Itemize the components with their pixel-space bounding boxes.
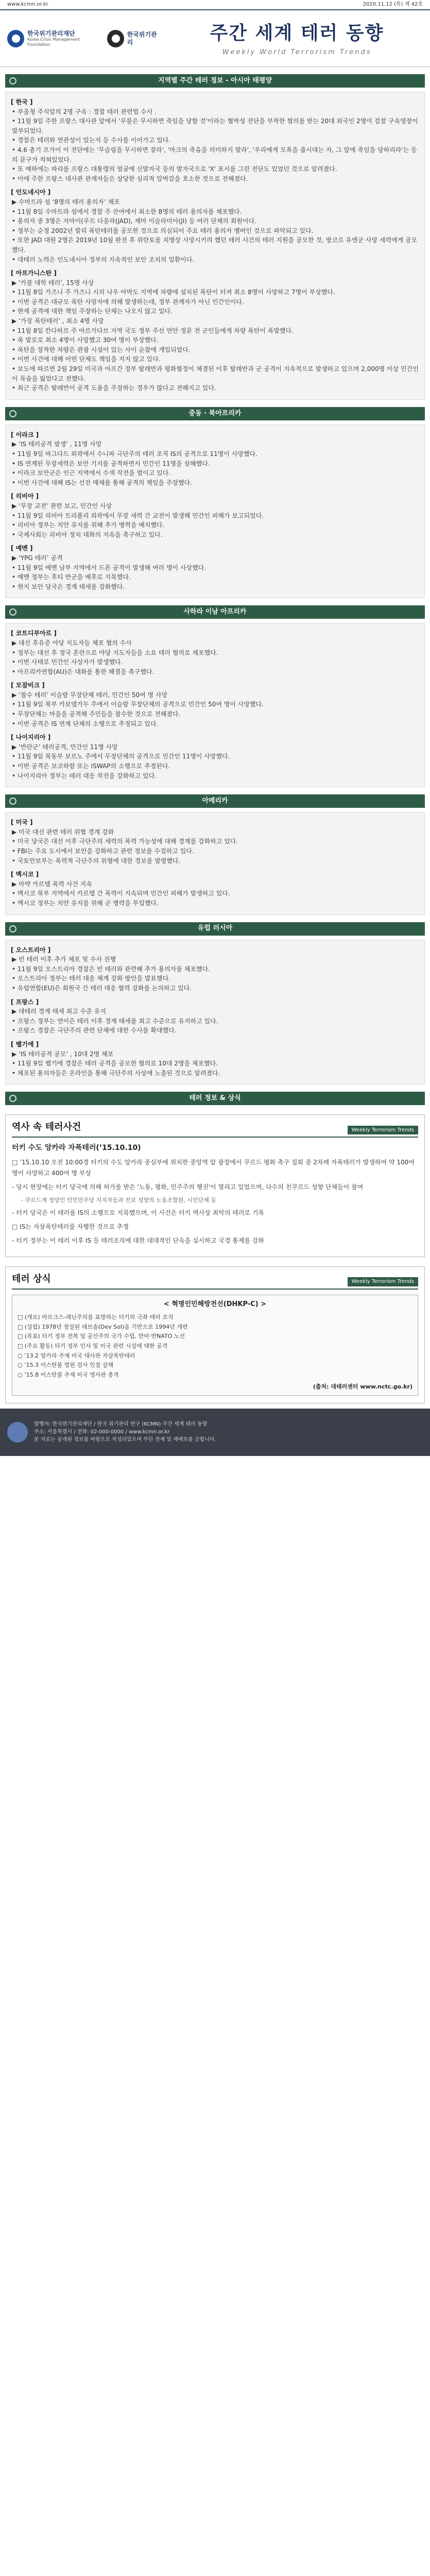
- logo-group: [7, 30, 162, 47]
- history-note: - 쿠르드계 정당인 인민민주당 지지자들과 진보 성향의 노동조합원, 시민단체 등: [21, 1196, 216, 1204]
- region-label: [ 인도네시아 ]: [11, 189, 51, 196]
- section-body: [5, 425, 425, 599]
- news-item: • 11월 9일 벨기에 경찰은 테러 공격을 공모한 혐의로 10대 2명을 체포했다.: [12, 1060, 218, 1067]
- news-headline: ▶ 대테러 경계 태세 최고 수준 유지: [12, 1008, 106, 1015]
- news-item: • 오스트리아 정부는 테러 대응 체계 강화 방안을 발표했다.: [12, 975, 171, 982]
- term-line: □ (주요 활동) 터키 정부 인사 및 미국 관련 시설에 대한 공격: [18, 1343, 168, 1349]
- region-label: [ 멕시코 ]: [11, 871, 39, 878]
- news-item: • 이번 공격은 IS 연계 단체의 소행으로 추정되고 있다.: [12, 720, 159, 727]
- news-item: • 대테러 노력은 인도네시아 정부의 지속적인 보안 조치의 일환이다.: [12, 256, 195, 263]
- section-header: [5, 605, 425, 619]
- site-url[interactable]: www.kcmn.or.kr: [7, 2, 48, 8]
- news-item: • 11월 8일 수마트라 섬에서 경찰 주 잔여에서 최소한 8명의 테러 용의자를 체포했다.: [12, 208, 242, 215]
- term-line: □ (개요) 마르크스-레닌주의를 표방하는 터키의 극좌 테러 조직: [18, 1313, 174, 1320]
- news-headline: ▶ ‘YPG 테러’ 공격: [12, 554, 63, 562]
- foundation-subname: Korea Crisis Management Foundation: [27, 37, 80, 47]
- news-headline: ▶ 빈 테러 이후 추가 체포 및 수사 진행: [12, 956, 116, 963]
- section-header: [5, 922, 425, 936]
- term-card: [12, 1295, 418, 1396]
- news-item: • 리비아 정부는 치안 유지를 위해 추가 병력을 배치했다.: [12, 521, 165, 529]
- foundation-name: 한국위기관리재단: [27, 29, 75, 37]
- news-item: • 용의자 중 3명은 자마이(루트 다울라(JAD), 제마 이슬라미아(JI) 등 여러 단체의 회원이다.: [12, 217, 256, 225]
- news-item: • 현재 공격에 대한 책임 주장하는 단체는 나오지 않고 있다.: [12, 308, 173, 315]
- news-item: • 현지 보안 당국은 경계 태세를 강화했다.: [12, 583, 125, 590]
- section-title: 중동 · 북아프리카: [188, 409, 242, 417]
- term-line: ○ ’15.8 이스탄불 주재 미국 영사관 총격: [18, 1371, 119, 1379]
- news-item: • 이번 공격은 대규모 폭탄 사망자에 의해 발생하는데, 정부 관계자가 아닌 민간인이다.: [12, 298, 244, 306]
- news-headline: ▶ ‘IS 테러공격 공모’ , 10대 2명 체포: [12, 1050, 114, 1058]
- news-item: • 이번 사건에 대해 어떤 단체도 책임을 지지 않고 있다.: [12, 355, 161, 363]
- news-item: • 11월 8일 가즈니 주 가즈니 시의 나우 아박도 지역에 차량에 설치된 폭탄이 터져 최소 8명이 사망하고 7명이 부상했다.: [12, 289, 335, 296]
- footer-line-2: 주소: 서울특별시 / 전화: 02-000-0000 / www.kcmn.or.kr: [34, 1429, 170, 1435]
- term-line: □ (설립) 1978년 창설된 데브솔(Dev Sol)을 기반으로 1994년 개편: [18, 1323, 188, 1330]
- footer-line-3: 본 자료는 공개된 정보를 바탕으로 작성되었으며 무단 전재 및 재배포를 금합니다.: [34, 1437, 216, 1443]
- section-title: 유럽 러시아: [197, 924, 233, 933]
- news-item: • 멕시코 정부는 치안 유지를 위해 군 병력을 투입했다.: [12, 899, 159, 907]
- news-item: • 정부는 순정 2002년 발리 폭탄테러를 공모한 것으로 의심되어 주요 테러 용의자 멤버인 것으로 파악되고 있다.: [12, 227, 314, 234]
- top-bar: [0, 0, 430, 10]
- footer: [0, 1409, 430, 1456]
- history-text: □ ’15.10.10 오전 10:00경 터키의 수도 앙카라 중심부에 위치한 중앙역 앞 광장에서 쿠르드 평화 촉구 집회 중 2차례 자폭테러가 발생하여 약 100여 명이 사망하고 400여 명 부상: [12, 1158, 415, 1177]
- news-item: • 최근 공격은 탈레반이 공격 도움을 주장하는 경우가 많다고 전해지고 있다.: [12, 384, 216, 392]
- news-item: • 프랑스 정부는 연이은 테러 이후 경계 태세를 최고 수준으로 유지하고 있다.: [12, 1017, 218, 1025]
- news-headline: ▶ ‘IS 테러공격 발생’ , 11명 사망: [12, 440, 102, 448]
- region-label: [ 프랑스 ]: [11, 998, 39, 1006]
- history-box-title: 역사 속 테러사건: [12, 1122, 81, 1133]
- newsletter-banner: [0, 10, 430, 67]
- news-item: • 11월 9일 리비아 트리폴리 외곽에서 무장 세력 간 교전이 발생해 민간인 피해가 보고되었다.: [12, 512, 264, 519]
- sections-container: [0, 74, 430, 1084]
- news-item: • 폭탄을 장착한 차량은 관광 시설이 있는 사이 순찰에 개입되었다.: [12, 346, 191, 353]
- news-item: • 정부는 대선 후 정국 혼란으로 야당 지도자들을 소요 테러 혐의로 체포했다.: [12, 649, 218, 656]
- section-title: 지역별 주간 테러 정보 - 아시아 태평양: [158, 76, 272, 84]
- news-item: • FBI는 주요 도시에서 보안을 강화하고 관련 정보를 수집하고 있다.: [12, 848, 194, 855]
- section-body: [5, 623, 425, 787]
- news-item: • 무장단체는 마을을 공격해 주민들을 참수한 것으로 전해졌다.: [12, 710, 181, 718]
- news-item: • 이번 사건에 대해 IS는 선전 매체를 통해 공격의 책임을 주장했다.: [12, 479, 192, 486]
- news-item: • IS 연계된 무장세력은 보안 기지를 공격하면서 민간인 11명을 살해했다.: [12, 460, 210, 467]
- term-line: □ (목표) 터키 정부 전복 및 공산주의 국가 수립, 반미·반NATO 노선: [18, 1333, 185, 1340]
- footer-logo-icon: [7, 1422, 28, 1443]
- feature-section-header: [5, 1092, 425, 1105]
- news-item: • 국토안보부는 폭력적 극단주의 위협에 대한 경보를 발령했다.: [12, 857, 181, 865]
- news-headline: ▶ 수마트라 섬 ‘8명의 테러 용의자’ 체포: [12, 198, 120, 206]
- feature-section-title: 테러 정보 & 상식: [189, 1094, 241, 1103]
- newsletter-subtitle: Weekly World Terrorism Trends: [222, 48, 372, 57]
- news-item: • 11월 9일 바그다드 외곽에서 수니파 극단주의 테러 조직 IS의 공격으로 11명이 사망했다.: [12, 450, 257, 457]
- news-item: • 유럽연합(EU)은 회원국 간 테러 대응 협력 강화를 논의하고 있다.: [12, 984, 192, 992]
- term-lines: [18, 1313, 412, 1380]
- news-item: • 11월 9일 주한 프랑스 대사관 앞에서 '루불은 무시하면 죽임을 당할 것'이라는 협박성 전단을 부착한 혐의를 받는 20대 외국인 2명이 검찰 구속영장이 발부되었다.: [12, 117, 418, 134]
- partner-emblem-icon: [107, 30, 124, 47]
- footer-line-1: 발행처: 한국위기관리재단 / 한국 위기관리 연구 (KCMN) 주간 세계 테러 동향: [34, 1421, 208, 1428]
- news-headline: ▶ ‘카불 대학 테러’, 15명 사상: [12, 279, 94, 286]
- section-bullet-icon: [9, 410, 16, 417]
- news-item: • 이에 주한 프랑스 대사관 관계자들은 상당한 심리적 압박감을 호소한 것으로 전해졌다.: [12, 175, 248, 182]
- news-item: • 11월 9일 북동부 보르노 주에서 무장단체의 공격으로 민간인 11명이 사망했다.: [12, 753, 230, 760]
- news-item: • 폭 발로로 최소 4명이 사망했고 30여 명이 부상했다.: [12, 336, 159, 344]
- news-item: • 또 예하에는 파리를 프랑스 대통령의 얼굴에 신발자국 등의 발자국으로 'X' 표시를 그린 전단도 있었던 것으로 알려졌다.: [12, 165, 337, 173]
- section-header: [5, 74, 425, 88]
- issue-date: 2020.11.12 (목) 제 42호: [363, 2, 423, 8]
- region-label: [ 한국 ]: [11, 98, 33, 106]
- term-line: ○ ’15.3 이스탄불 법원 검사 인질 살해: [18, 1362, 114, 1369]
- history-event-title: 터키 수도 앙카라 자폭테러(’15.10.10): [12, 1144, 141, 1153]
- section-body: [5, 940, 425, 1085]
- section-bullet-icon: [9, 925, 16, 933]
- section-bullet-icon: [9, 1095, 16, 1102]
- news-item: • 11월 9일 오스트리아 경찰은 빈 테러와 관련해 추가 용의자를 체포했다.: [12, 965, 210, 973]
- news-item: • 체포된 용의자들은 온라인을 통해 극단주의 사상에 노출된 것으로 알려졌다.: [12, 1069, 220, 1077]
- news-item: • 이번 사태로 민간인 사상자가 발생했다.: [12, 658, 123, 666]
- title-block: [171, 19, 423, 58]
- region-label: [ 벨기에 ]: [11, 1040, 39, 1048]
- term-source[interactable]: (출처: 대테러센터 www.nctc.go.kr): [313, 1383, 412, 1390]
- news-headline: ▶ 대선 후유증 야당 지도자들 체포 협의 수사: [12, 639, 132, 647]
- history-box-tag: Weekly Terrorism Trends: [348, 1126, 418, 1135]
- news-item: • 나이지리아 정부는 테러 대응 작전을 강화하고 있다.: [12, 772, 157, 779]
- foundation-emblem-icon: [7, 30, 24, 47]
- news-item: • 멕시코 북부 지역에서 카르텔 간 폭력이 지속되며 민간인 피해가 발생하고 있다.: [12, 890, 230, 897]
- partner-name: 한국위기관리: [127, 31, 157, 46]
- news-headline: ▶ ‘무장 교전’ 관련 보고, 민간인 사상: [12, 502, 112, 510]
- section-body: [5, 92, 425, 400]
- term-line: ○ ’13.2 앙카라 주재 미국 대사관 자살폭탄테러: [18, 1352, 135, 1359]
- region-label: [ 이라크 ]: [11, 431, 39, 438]
- news-item: • 아프리카연합(AU)은 대화를 통한 해결을 촉구했다.: [12, 668, 154, 675]
- terrorism-knowledge-box: [5, 1266, 425, 1403]
- news-headline: ▶ 마약 카르텔 폭력 사건 지속: [12, 880, 92, 888]
- term-heading: < 혁명인민해방전선(DHKP-C) >: [163, 1300, 267, 1308]
- news-item: • 보도에 따르면 2월 29일 미국과 아프간 정부 탈레반과 평화협정이 체결된 이후 탈레반과 군 공격이 지속적으로 발생하고 있으며 2,000명 이상 민간인이 목숨을 잃었다고 전했다.: [12, 365, 419, 382]
- foundation-logo: [7, 30, 102, 47]
- news-item: • 11월 9일 예멘 남부 지역에서 드론 공격이 발생해 여러 명이 사상했다.: [12, 564, 207, 571]
- section-title: 사하라 이남 아프리카: [183, 608, 247, 616]
- history-text-5: - 터키 정부는 이 테러 이후 IS 등 테러조직에 대한 대대적인 단속을 실시하고 국경 통제를 강화: [12, 1236, 265, 1244]
- news-item: • 미국 당국은 대선 이후 극단주의 세력의 폭력 가능성에 대해 경계를 강화하고 있다.: [12, 838, 238, 845]
- region-label: [ 예멘 ]: [11, 545, 33, 552]
- history-text-3: - 터키 당국은 이 테러를 IS의 소행으로 지목했으며, 이 사건은 터키 역사상 최악의 테러로 기록: [12, 1209, 265, 1216]
- section-bullet-icon: [9, 608, 16, 616]
- news-item: • 경찰은 테러와 연관성이 있는지 등 수사를 이어가고 있다.: [12, 137, 171, 144]
- news-item: • 프랑스 경찰은 극단주의 관련 단체에 대한 수사를 확대했다.: [12, 1027, 177, 1035]
- news-item: • 11월 8일 칸다하르 주 아르가다브 지역 국도 정부 주선 연안 정문 전 군인들에게 차량 폭탄이 폭발했다.: [12, 327, 294, 334]
- knowledge-box-tag: Weekly Terrorism Trends: [348, 1277, 418, 1286]
- section-body: [5, 812, 425, 914]
- section-header: [5, 794, 425, 808]
- region-label: [ 리비아 ]: [11, 493, 39, 500]
- news-item: • 또한 JAD 대원 2명은 2019년 10월 완전 후 위란토를 치명상 사망시키려 했던 테러 사건의 테러 지원을 공모한 것, 방코르 유엔군 사망 세력에게 공모했다.: [12, 236, 418, 253]
- news-headline: ▶ ‘참수 테러’ 이슬람 무장단체 테러, 민간인 50여 명 사망: [12, 691, 168, 699]
- region-label: [ 나이지리아 ]: [11, 734, 51, 741]
- section-header: [5, 407, 425, 420]
- news-item: • 국제사회는 리비아 정치 대화의 지속을 촉구하고 있다.: [12, 531, 163, 538]
- section-title: 아메리카: [202, 797, 228, 805]
- region-label: [ 오스트리아 ]: [11, 946, 51, 954]
- news-item: • 이라크 보안군은 인근 지역에서 수색 작전을 벌이고 있다.: [12, 469, 171, 477]
- history-text-2: - 당시 현장에는 터키 당국에 의해 허가를 받은 '노동, 평화, 민주주의 행진'이 열리고 있었으며, 다수의 친쿠르드 성향 단체들이 참여: [12, 1183, 364, 1191]
- knowledge-box-title: 테러 상식: [12, 1273, 51, 1284]
- news-item: • 예멘 정부는 후티 반군을 배후로 지목했다.: [12, 573, 131, 581]
- news-item: • 이번 공격은 보코하람 또는 ISWAP의 소행으로 추정된다.: [12, 762, 170, 770]
- partner-logo: [107, 30, 162, 47]
- history-text-4: □ IS는 자살폭탄테러를 자행한 것으로 추정: [12, 1223, 129, 1230]
- news-item: • 4.6 총기 프가이 이 전단에는 '무슬림을 무시하면 잘라', '마크의 죽음을 의미하지 말라', '우리에게 모욕을 줍시대는 자, 그 앞에 죽임을 당하리라'는 등의 문구가 적혀있었다.: [12, 146, 417, 163]
- news-headline: ▶ ‘가장 폭탄테러’ , 최소 4명 사망: [12, 317, 104, 325]
- news-headline: ▶ 미국 대선 관련 테러 위협 경계 강화: [12, 828, 114, 836]
- news-headline: ▶ ‘반란군’ 테러공격, 민간인 11명 사망: [12, 743, 118, 751]
- news-item: • 11월 9일 북부 카보델가두 주에서 이슬람 무장단체의 공격으로 민간인 50여 명이 사망했다.: [12, 701, 264, 708]
- region-label: [ 모잠비크 ]: [11, 682, 45, 689]
- news-item: • 부울청 주식앞의 2명 구속 : 경찰 테러 관련법 수사 .: [12, 108, 157, 115]
- region-label: [ 코트디부아르 ]: [11, 630, 57, 637]
- history-box: [5, 1114, 425, 1257]
- newsletter-title: 주간 세계 테러 동향: [210, 22, 384, 44]
- region-label: [ 미국 ]: [11, 819, 33, 826]
- section-bullet-icon: [9, 798, 16, 805]
- section-bullet-icon: [9, 77, 16, 84]
- region-label: [ 아프가니스탄 ]: [11, 269, 57, 277]
